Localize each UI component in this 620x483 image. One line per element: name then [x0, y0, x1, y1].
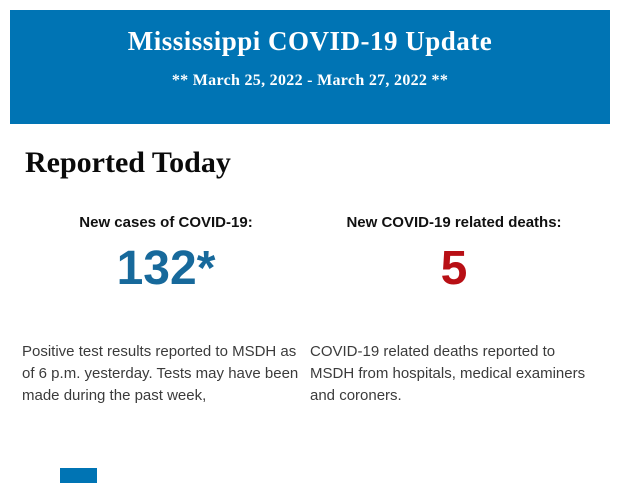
new-deaths-label: New COVID-19 related deaths: — [346, 214, 562, 231]
footer-cutoff-block — [60, 468, 97, 483]
new-cases-value: 132* — [116, 242, 216, 295]
new-deaths-description: COVID-19 related deaths reported to MSDH from hospitals, medical examiners and coroners. — [310, 342, 586, 404]
stat-new-deaths — [310, 214, 598, 407]
header-banner — [10, 10, 610, 124]
date-range: ** March 25, 2022 - March 27, 2022 ** — [171, 71, 449, 89]
stat-new-cases — [22, 214, 310, 407]
stats-row — [0, 214, 620, 407]
new-deaths-value: 5 — [440, 242, 468, 295]
section-heading: Reported Today — [25, 146, 231, 179]
newsletter-title: Mississippi COVID-19 Update — [127, 26, 493, 56]
new-cases-description: Positive test results reported to MSDH as of 6 p.m. yesterday. Tests may have been made during the past week, — [22, 342, 299, 404]
report-section — [0, 145, 620, 407]
new-cases-label: New cases of COVID-19: — [79, 214, 253, 231]
